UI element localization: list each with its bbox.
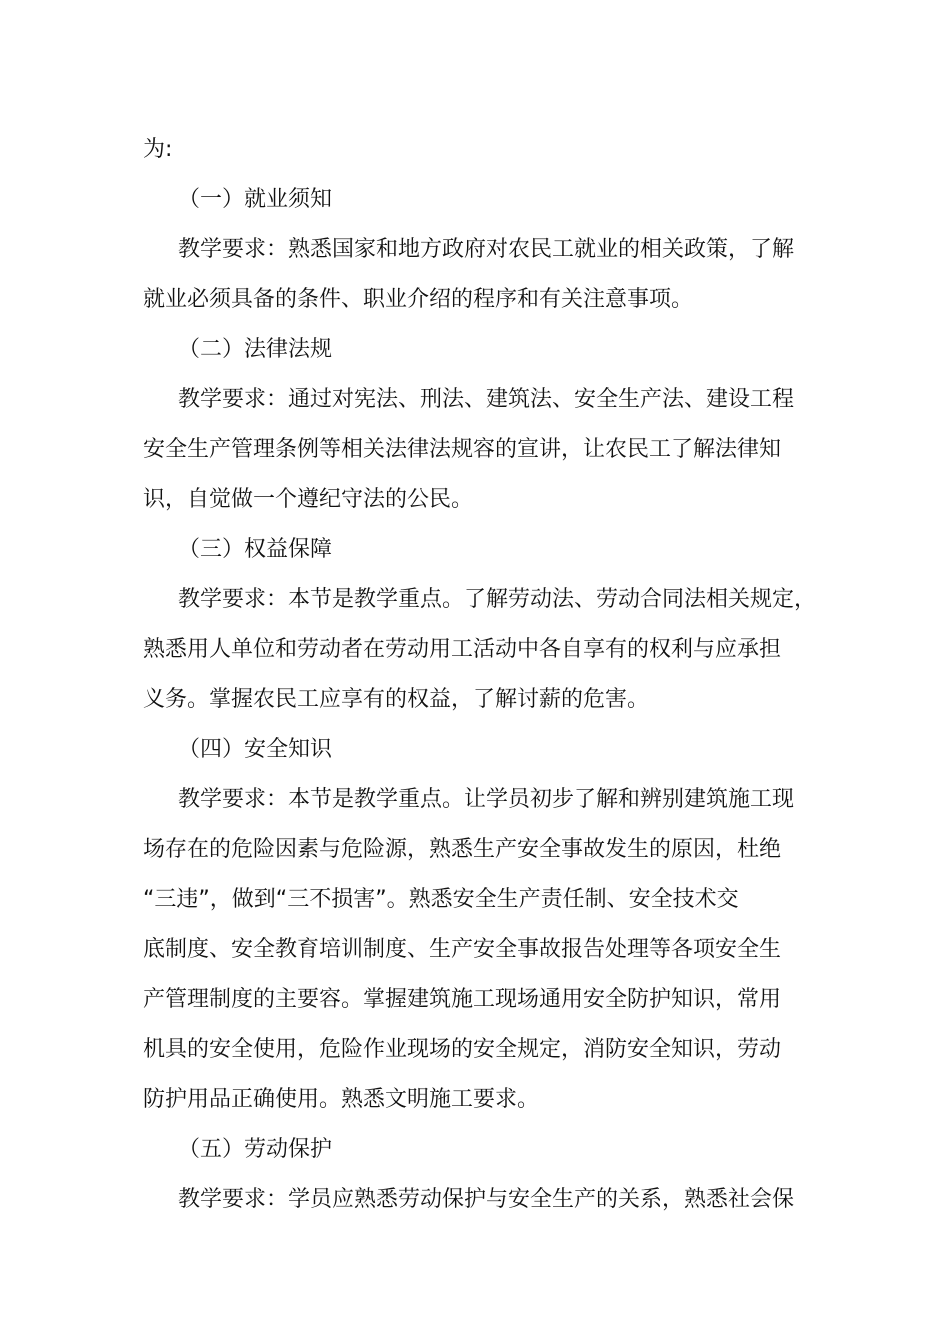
section-heading: （五）劳动保护 [178,1137,333,1162]
text-line: 熟悉用人单位和劳动者在劳动用工活动中各自享有的权利与应承担 [143,637,782,662]
text-line: 教学要求：本节是教学重点。了解劳动法、劳动合同法相关规定， [178,587,817,612]
text-line: 机具的安全使用，危险作业现场的安全规定，消防安全知识，劳动 [143,1037,782,1062]
text-line: 教学要求：学员应熟悉劳动保护与安全生产的关系，熟悉社会保 [178,1187,795,1212]
section-heading: （三）权益保障 [178,537,333,562]
text-line: 教学要求：通过对宪法、刑法、建筑法、安全生产法、建设工程 [178,387,795,412]
text-line: “三违”，做到“三不损害”。熟悉安全生产责任制、安全技术交 [143,887,739,912]
text-line: 产管理制度的主要容。掌握建筑施工现场通用安全防护知识，常用 [143,987,782,1012]
section-heading: （四）安全知识 [178,737,333,762]
text-line: 教学要求：本节是教学重点。让学员初步了解和辨别建筑施工现 [178,787,795,812]
text-line: 就业必须具备的条件、职业介绍的程序和有关注意事项。 [143,287,694,312]
text-line: 识，自觉做一个遵纪守法的公民。 [143,487,474,512]
text-line: 义务。掌握农民工应享有的权益，了解讨薪的危害。 [143,687,650,712]
section-heading: （一）就业须知 [178,187,333,212]
text-line: 场存在的危险因素与危险源，熟悉生产安全事故发生的原因，杜绝 [143,837,782,862]
text-line: 底制度、安全教育培训制度、生产安全事故报告处理等各项安全生 [143,937,782,962]
text-line: 防护用品正确使用。熟悉文明施工要求。 [143,1087,540,1112]
text-line: 安全生产管理条例等相关法律法规容的宣讲，让农民工了解法律知 [143,437,782,462]
section-heading: （二）法律法规 [178,337,333,362]
text-line: 教学要求：熟悉国家和地方政府对农民工就业的相关政策，了解 [178,237,795,262]
text-line: 为: [143,137,173,162]
